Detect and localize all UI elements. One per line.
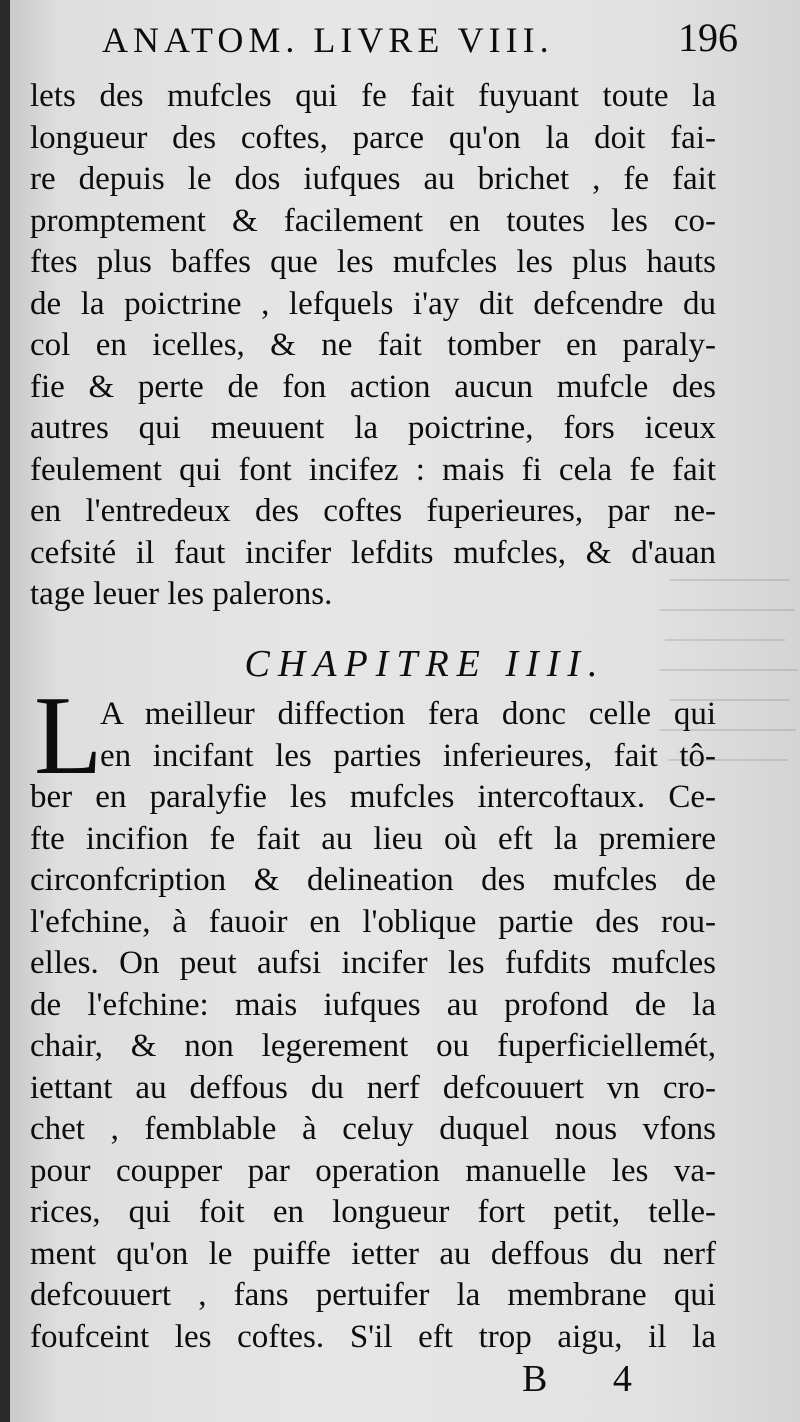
text-line: chet , femblable à celuy duquel nous vfons	[30, 1111, 716, 1147]
text-line: en l'entredeux des coftes fuperieures, par ne-	[30, 493, 716, 529]
text-line: ftes plus baffes que les mufcles les plus hauts	[30, 244, 716, 280]
text-line: circonfcription & delineation des mufcles de	[30, 862, 716, 898]
text-line: pour coupper par operation manuelle les va-	[30, 1152, 716, 1189]
text-line: en incifant les parties inferieures, fait tô-	[100, 737, 716, 774]
text-line: defcouuert , fans pertuifer la membrane qui	[30, 1277, 716, 1313]
running-title: ANATOM. LIVRE VIII.	[102, 20, 554, 60]
page-number: 196	[678, 15, 738, 60]
text-line: iettant au deffous du nerf defcouuert vn cro-	[30, 1069, 716, 1106]
text-line: re depuis le dos iufques au brichet , fe fait	[30, 161, 716, 197]
text-line: ber en paralyfie les mufcles intercoftaux. Ce-	[30, 779, 716, 815]
text-line: ment qu'on le puiffe ietter au deffous du nerf	[30, 1235, 716, 1272]
text-line: lets des mufcles qui fe fait fuyuant toute la	[30, 78, 716, 114]
text-line: tage leuer les palerons.	[30, 576, 333, 612]
text-line: elles. On peut aufsi incifer les fufdits mufcles	[30, 945, 716, 981]
text-line: feulement qui font incifez : mais fi cela fe fait	[30, 451, 716, 488]
signature-mark: B 4	[522, 1358, 660, 1400]
text-line: rices, qui foit en longueur fort petit, telle-	[30, 1194, 716, 1230]
drop-cap-initial: L	[34, 674, 103, 798]
paragraph-2	[30, 694, 716, 1358]
text-line: col en icelles, & ne fait tomber en paraly-	[30, 327, 716, 363]
text-line: foufceint les coftes. S'il eft trop aigu, il la	[30, 1318, 716, 1355]
chapter-heading: CHAPITRE IIII.	[244, 643, 606, 685]
text-line: A meilleur diffection fera donc celle qui	[100, 696, 716, 732]
text-line: chair, & non legerement ou fuperficiellemét,	[30, 1028, 716, 1064]
text-line: fte incifion fe fait au lieu où eft la premiere	[30, 820, 716, 857]
text-line: de la poictrine , lefquels i'ay dit defcendre du	[30, 285, 716, 322]
text-line: promptement & facilement en toutes les co-	[30, 202, 716, 239]
text-line: fie & perte de fon action aucun mufcle des	[30, 368, 716, 405]
book-page	[10, 0, 800, 1422]
text-line: autres qui meuuent la poictrine, fors iceux	[30, 410, 716, 446]
text-line: cefsité il faut incifer lefdits mufcles, & d'auan	[30, 534, 716, 571]
running-header	[10, 14, 800, 64]
text-line: l'efchine, à fauoir en l'oblique partie des rou-	[30, 903, 716, 940]
text-line: longueur des coftes, parce qu'on la doit fai-	[30, 119, 716, 156]
text-line: de l'efchine: mais iufques au profond de la	[30, 986, 716, 1023]
paragraph-1	[30, 76, 716, 616]
